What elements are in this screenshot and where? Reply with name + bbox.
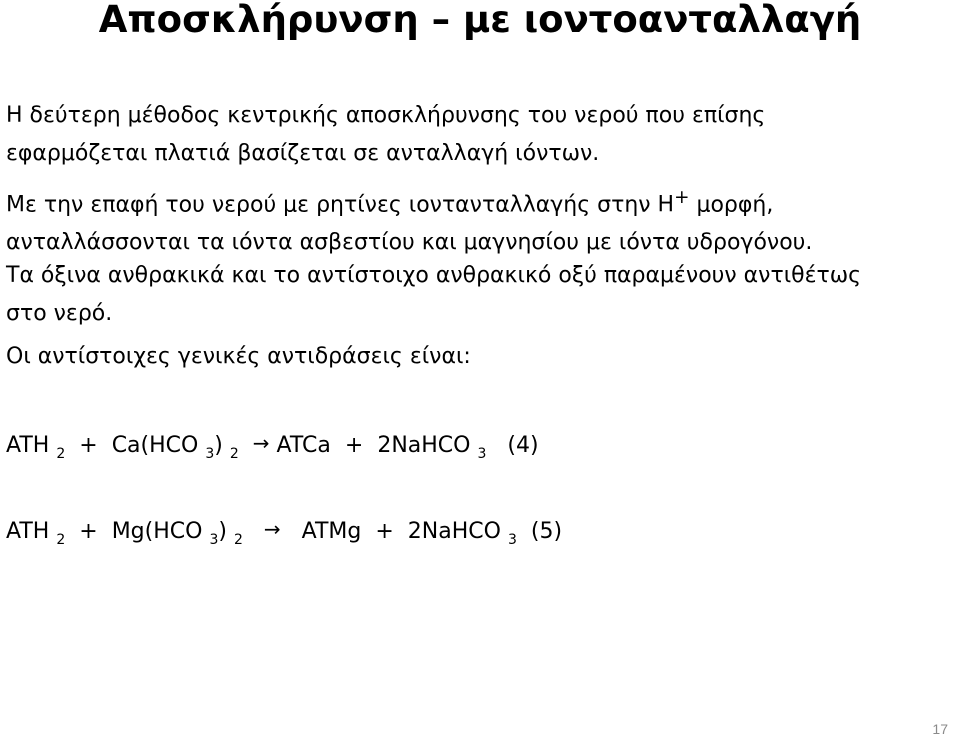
eq5-product2: 2NaHCO (407, 519, 501, 544)
eq5-plus1: + (79, 519, 98, 544)
eq5-number: (5) (530, 519, 563, 544)
paragraph-reactions-intro-line1: Οι αντίστοιχες γενικές αντιδράσεις είναι: (6, 344, 471, 369)
eq4-product2: 2NaHCO (377, 433, 471, 458)
paragraph-resin-exchange (6, 179, 812, 262)
paragraph-bicarbonates (6, 257, 861, 333)
eq4-reactant2-subscript2: 2 (229, 446, 239, 462)
eq5-product1: ATMg (301, 519, 362, 544)
eq4-plus2: + (344, 433, 364, 458)
paragraph-reactions-intro (6, 338, 471, 376)
eq5-reactant2-close: ) (218, 519, 227, 544)
slide-title: Αποσκλήρυνση – με ιοντοανταλλαγή (98, 0, 862, 41)
eq4-plus1: + (79, 433, 98, 458)
eq4-arrow-icon: → (252, 431, 270, 455)
eq5-product2-subscript: 3 (507, 532, 517, 548)
eq4-number: (4) (507, 433, 539, 458)
paragraph-intro-line2: εφαρμόζεται πλατιά βασίζεται σε ανταλλαγή ιόντων. (6, 141, 600, 166)
resin-text-after: μορφή, (689, 192, 774, 218)
eq5-reactant2: Mg(HCO (111, 519, 203, 544)
eq5-reactant2-subscript: 3 (209, 532, 219, 548)
eq5-reactant2-subscript2: 2 (233, 532, 243, 548)
eq5-plus2: + (375, 519, 394, 544)
equation-4 (6, 428, 539, 461)
paragraph-bicarbonates-line1: Τα όξινα ανθρακικά και το αντίστοιχο ανθρακικό οξύ παραμένουν αντιθέτως (6, 263, 862, 288)
resin-text-before: Με την επαφή του νερού με ρητίνες ιοντανταλλαγής στην Η (6, 192, 675, 218)
paragraph-intro (6, 97, 765, 173)
eq5-reactant1-subscript: 2 (56, 532, 66, 548)
eq4-reactant2-close: ) (214, 433, 223, 458)
eq5-reactant1: ATH (6, 519, 50, 544)
eq4-product2-subscript: 3 (477, 446, 487, 462)
eq5-arrow-icon: → (263, 517, 281, 541)
paragraph-bicarbonates-line2: στο νερό. (6, 301, 113, 326)
page-number: 17 (932, 721, 948, 737)
hydrogen-charge-superscript: + (674, 187, 690, 208)
equation-5 (6, 514, 562, 547)
eq4-reactant2-subscript: 3 (205, 446, 215, 462)
paragraph-intro-line1: Η δεύτερη μέθοδος κεντρικής αποσκλήρυνσης του νερού που επίσης (6, 103, 766, 128)
eq4-reactant1: ATH (6, 433, 50, 458)
eq4-reactant1-subscript: 2 (56, 446, 66, 462)
paragraph-resin-exchange-line1 (6, 179, 812, 224)
paragraph-resin-exchange-line2: ανταλλάσσονται τα ιόντα ασβεστίου και μαγνησίου με ιόντα υδρογόνου. (6, 230, 813, 256)
eq4-product1: ATCa (276, 433, 331, 458)
eq4-reactant2: Ca(HCO (111, 433, 199, 458)
